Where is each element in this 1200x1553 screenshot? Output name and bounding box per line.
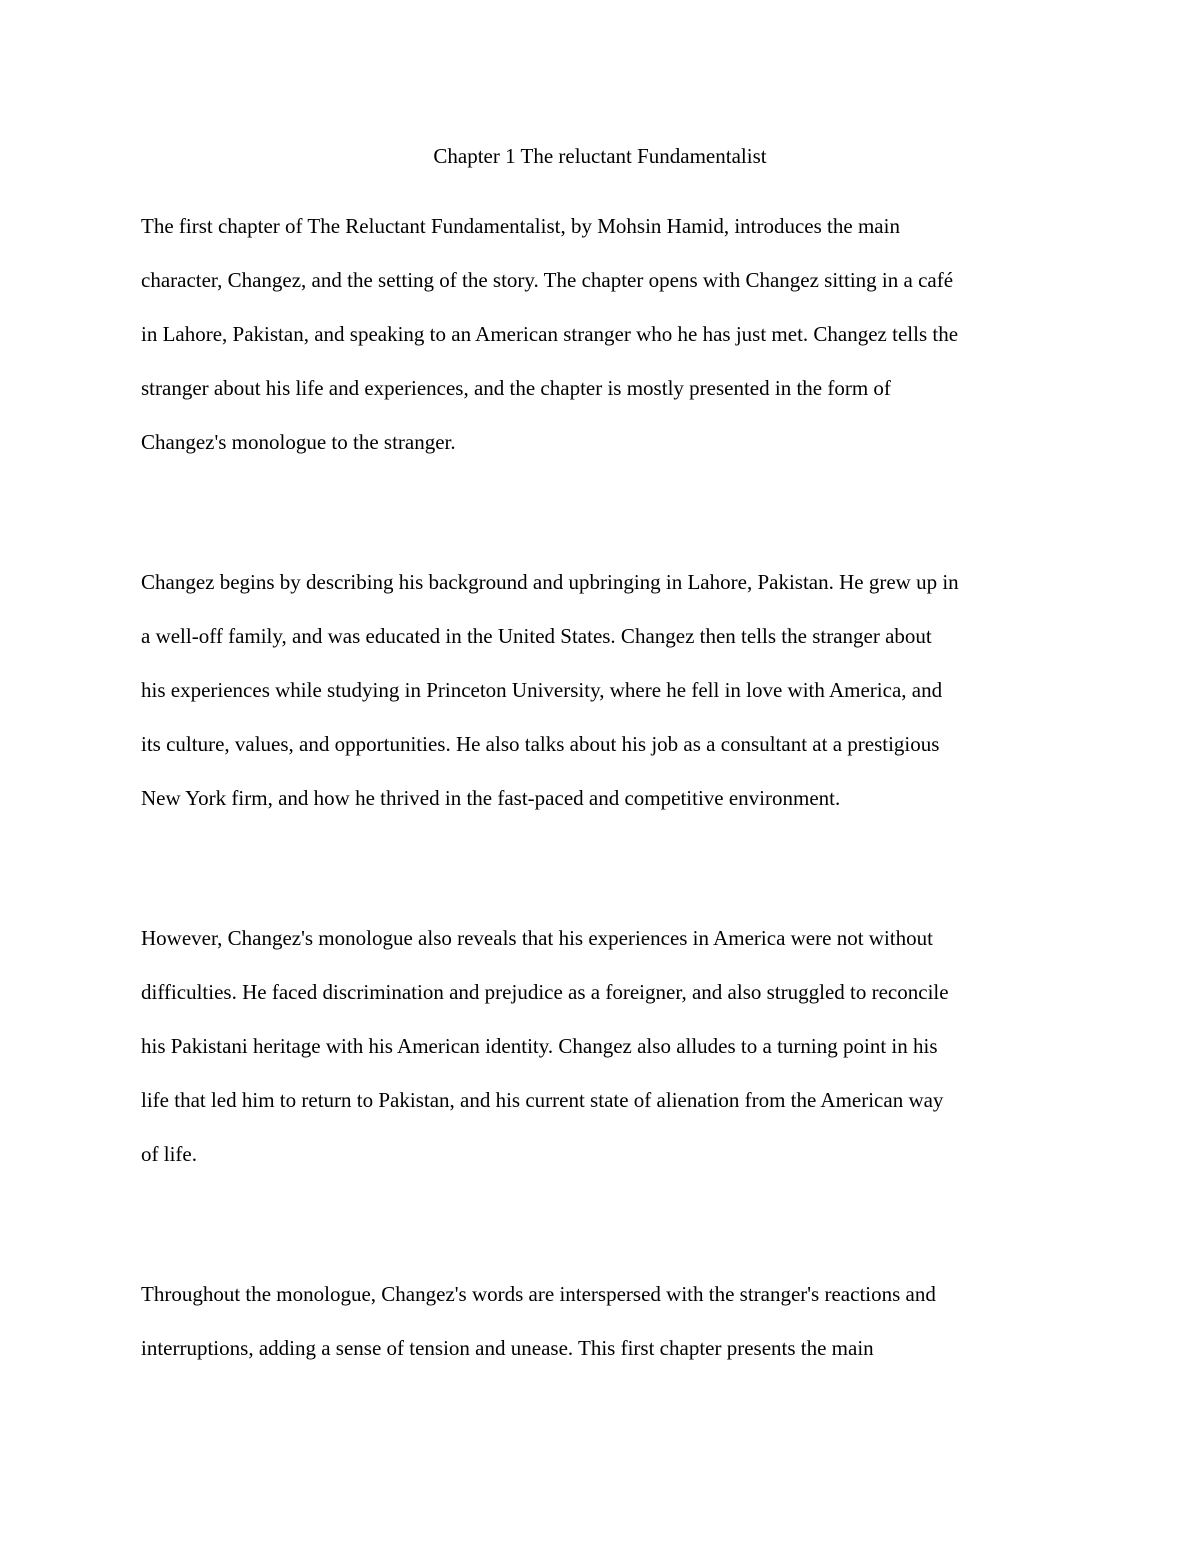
- paragraph-1-line-5: Changez's monologue to the stranger.: [141, 430, 456, 454]
- paragraph-2-line-1: Changez begins by describing his background and upbringing in Lahore, Pakistan. He grew up in: [141, 570, 959, 594]
- paragraph-1-line-2: character, Changez, and the setting of the story. The chapter opens with Changez sitting in a café: [141, 268, 954, 292]
- paragraph-3-line-2: difficulties. He faced discrimination and prejudice as a foreigner, and also struggled to reconcile: [141, 980, 949, 1004]
- paragraph-4-line-2: interruptions, adding a sense of tension and unease. This first chapter presents the main: [141, 1336, 874, 1360]
- paragraph-2-line-5: New York firm, and how he thrived in the fast-paced and competitive environment.: [141, 786, 841, 810]
- paragraph-2-line-2: a well-off family, and was educated in the United States. Changez then tells the stranger about: [141, 624, 932, 648]
- paragraph-3-line-5: of life.: [141, 1142, 197, 1166]
- paragraph-3-line-4: life that led him to return to Pakistan, and his current state of alienation from the American way: [141, 1088, 944, 1112]
- document-title: Chapter 1 The reluctant Fundamentalist: [433, 144, 767, 168]
- paragraph-2-line-4: its culture, values, and opportunities. He also talks about his job as a consultant at a prestigious: [141, 732, 940, 756]
- paragraph-1-line-4: stranger about his life and experiences, and the chapter is mostly presented in the form of: [141, 376, 891, 400]
- paragraph-4-line-1: Throughout the monologue, Changez's words are interspersed with the stranger's reactions and: [141, 1282, 936, 1306]
- paragraph-1-line-3: in Lahore, Pakistan, and speaking to an American stranger who he has just met. Changez tells the: [141, 322, 959, 346]
- paragraph-3-line-1: However, Changez's monologue also reveals that his experiences in America were not without: [141, 926, 933, 950]
- paragraph-1-line-1: The first chapter of The Reluctant Fundamentalist, by Mohsin Hamid, introduces the main: [141, 214, 900, 238]
- paragraph-2-line-3: his experiences while studying in Princeton University, where he fell in love with America, and: [141, 678, 943, 702]
- paragraph-3-line-3: his Pakistani heritage with his American identity. Changez also alludes to a turning point in his: [141, 1034, 938, 1058]
